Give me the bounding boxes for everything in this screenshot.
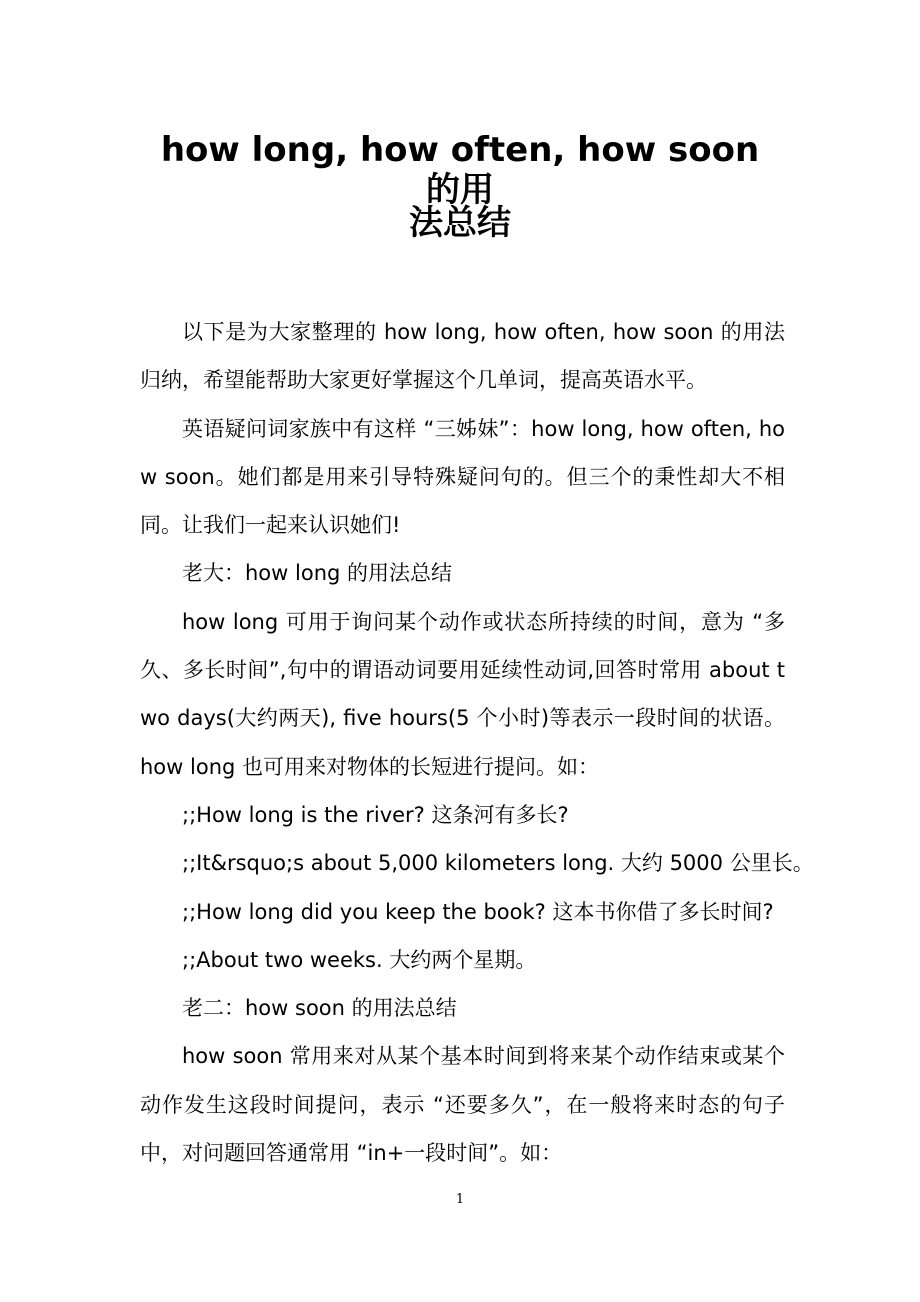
how-soon-explanation: how soon 常用来对从某个基本时间到将来某个动作结束或某个动作发生这段时间提问，表示 “还要多久”，在一般将来时态的句子中，对问题回答通常用 “in+一段时间”。如： bbox=[140, 1044, 785, 1166]
section-heading-how-long: 老大：how long 的用法总结 bbox=[182, 561, 453, 586]
section-heading-how-soon: 老二：how soon 的用法总结 bbox=[182, 996, 457, 1021]
document-body bbox=[140, 308, 814, 1177]
example-sentence: ;;How long did you keep the book? 这本书你借了多长时间? bbox=[182, 899, 774, 924]
document-title-line-2: 法总结 bbox=[409, 203, 511, 243]
three-sisters-paragraph: 英语疑问词家族中有这样 “三姊妹”：how long, how often, how soon。她们都是用来引导特殊疑问句的。但三个的秉性却大不相同。让我们一起来认识她们! bbox=[140, 416, 785, 538]
example-sentence: ;;How long is the river? 这条河有多长? bbox=[182, 802, 569, 827]
intro-paragraph: 以下是为大家整理的 how long, how often, how soon 的用法归纳，希望能帮助大家更好掌握这个几单词，提高英语水平。 bbox=[140, 320, 785, 393]
page-number: 1 bbox=[455, 1192, 465, 1207]
example-sentence: ;;It&rsquo;s about 5,000 kilometers long. 大约 5000 公里长。 bbox=[182, 851, 814, 876]
example-sentence: ;;About two weeks. 大约两个星期。 bbox=[182, 947, 537, 972]
how-long-explanation: how long 可用于询问某个动作或状态所持续的时间，意为 “多久、多长时间”,句中的谓语动词要用延续性动词,回答时常用 about two days(大约两天), five hours(5 个小时)等表示一段时间的状语。how long 也可用来对物体的长短进行提问。如： bbox=[140, 609, 785, 779]
document-title-line-1: how long, how often, how soon 的用 bbox=[160, 130, 760, 210]
